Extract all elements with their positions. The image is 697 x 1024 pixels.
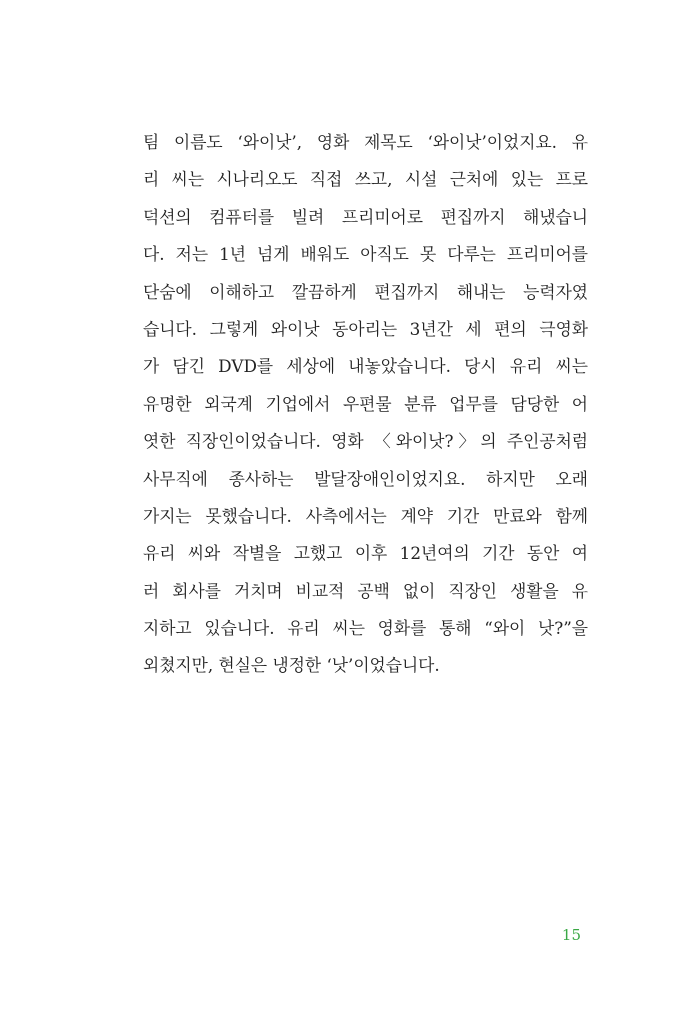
body-paragraph <box>143 124 588 685</box>
text-line: 외쳤지만, 현실은 냉정한 ‘낫’이었습니다. <box>143 655 440 676</box>
text-line: 지하고 있습니다. 유리 씨는 영화를 통해 “와이 낫?”을 <box>143 618 588 639</box>
text-line: 습니다. 그렇게 와이낫 동아리는 3년간 세 편의 극영화 <box>143 318 588 339</box>
page-number: 15 <box>561 926 581 944</box>
text-line: 유리 씨와 작별을 고했고 이후 12년여의 기간 동안 여 <box>143 543 588 564</box>
text-line: 단숨에 이해하고 깔끔하게 편집까지 해내는 능력자였 <box>143 281 588 302</box>
text-line: 덕션의 컴퓨터를 빌려 프리미어로 편집까지 해냈습니 <box>143 206 588 227</box>
text-line: 다. 저는 1년 넘게 배워도 아직도 못 다루는 프리미어를 <box>143 244 588 265</box>
text-line: 가 담긴 DVD를 세상에 내놓았습니다. 당시 유리 씨는 <box>143 356 588 377</box>
text-line: 유명한 외국계 기업에서 우편물 분류 업무를 담당한 어 <box>143 393 588 414</box>
text-line: 러 회사를 거치며 비교적 공백 없이 직장인 생활을 유 <box>143 580 588 601</box>
text-line: 엿한 직장인이었습니다. 영화 〈와이낫?〉의 주인공처럼 <box>143 431 588 452</box>
text-line: 리 씨는 시나리오도 직접 쓰고, 시설 근처에 있는 프로 <box>143 169 588 190</box>
text-line: 가지는 못했습니다. 사측에서는 계약 기간 만료와 함께 <box>143 505 588 526</box>
text-line: 팀 이름도 ‘와이낫’, 영화 제목도 ‘와이낫’이었지요. 유 <box>143 132 588 152</box>
text-line: 사무직에 종사하는 발달장애인이었지요. 하지만 오래 <box>143 468 588 489</box>
